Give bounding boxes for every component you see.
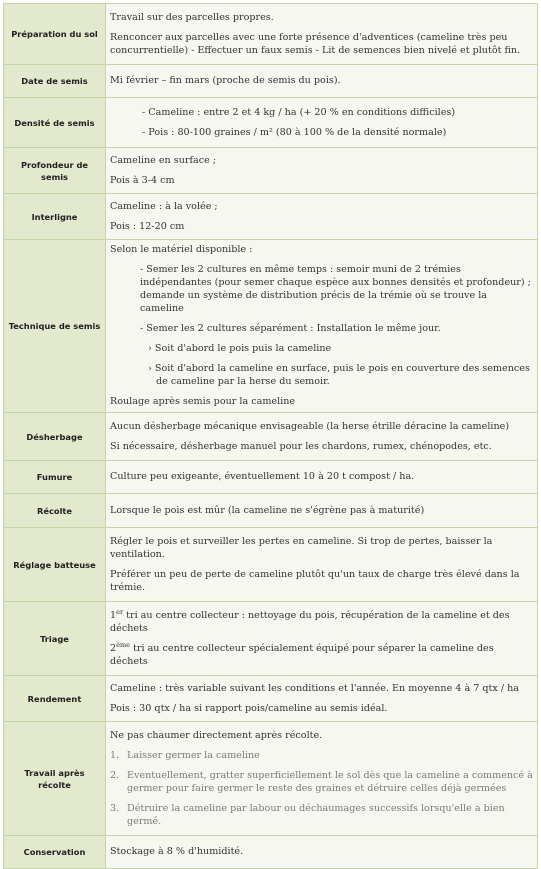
- content-preparation-sol: [106, 4, 538, 65]
- text-line: Roulage après semis pour la cameline: [110, 396, 296, 407]
- row-technique-semis: [4, 240, 538, 413]
- content-desherbage: [106, 413, 538, 461]
- text-line: Renconcer aux parcelles avec une forte présence d'adventices (cameline très peu concurrentielle) - Effectuer un faux semis - Lit de semences bien nivelé et plutôt fin.: [110, 31, 521, 56]
- text-span: tri au centre collecteur : nettoyage du pois, récupération de la cameline et des déchets: [110, 609, 510, 634]
- text-line: Pois : 12-20 cm: [110, 220, 185, 232]
- text-line: Régler le pois et surveiller les pertes en cameline. Si trop de pertes, baisser la ventilation.: [110, 535, 493, 560]
- crop-guide-table: [3, 3, 538, 869]
- text-line: Selon le matériel disponible :: [110, 244, 253, 255]
- list-item: [110, 749, 533, 762]
- label-interligne: Interligne: [4, 194, 106, 240]
- ordinal-number: 1: [110, 609, 117, 621]
- content-interligne: [106, 194, 538, 240]
- label-fumure: Fumure: [4, 461, 106, 494]
- row-preparation-sol: [4, 4, 538, 65]
- row-densite-semis: [4, 98, 538, 148]
- text-line: Si nécessaire, désherbage manuel pour les chardons, rumex, chénopodes, etc.: [110, 440, 492, 452]
- content-rendement: [106, 676, 538, 722]
- row-conservation: [4, 836, 538, 869]
- text-line: - Pois : 80-100 graines / m² (80 à 100 % de la densité normale): [142, 126, 447, 138]
- list-number: 3.: [110, 802, 120, 814]
- content-triage: [106, 602, 538, 676]
- label-preparation-sol: Préparation du sol: [4, 4, 106, 65]
- label-triage: Triage: [4, 602, 106, 676]
- row-profondeur-semis: [4, 148, 538, 194]
- content-technique-semis: [106, 240, 538, 413]
- row-recolte: [4, 494, 538, 528]
- text-line: › Soit d'abord le pois puis la cameline: [148, 343, 332, 354]
- list-number: 2.: [110, 769, 120, 781]
- content-reglage-batteuse: [106, 528, 538, 602]
- ordinal-suffix: er: [116, 607, 124, 616]
- text-line: Lorsque le pois est mûr (la cameline ne s'égrène pas à maturité): [110, 504, 425, 516]
- content-fumure: [106, 461, 538, 494]
- text-line: Cameline : très variable suivant les conditions et l'année. En moyenne 4 à 7 qtx / ha: [110, 682, 520, 694]
- content-recolte: [106, 494, 538, 528]
- content-date-semis: [106, 65, 538, 98]
- content-travail-apres-recolte: [106, 722, 538, 836]
- ordinal-suffix: ème: [116, 640, 130, 649]
- text-line: Aucun désherbage mécanique envisageable (la herse étrille déracine la cameline): [110, 420, 510, 432]
- text-line: Cameline en surface ;: [110, 154, 217, 166]
- label-desherbage: Désherbage: [4, 413, 106, 461]
- list-item: [110, 769, 533, 795]
- text-line: Mi février – fin mars (proche de semis du pois).: [110, 75, 341, 86]
- content-conservation: [106, 836, 538, 869]
- list-text: Eventuellement, gratter superficiellement le sol dès que la cameline a commencé à germer pour faire germer le reste des graines et détruire celles déjà germées: [127, 769, 533, 794]
- label-rendement: Rendement: [4, 676, 106, 722]
- row-desherbage: [4, 413, 538, 461]
- content-profondeur-semis: [106, 148, 538, 194]
- label-recolte: Récolte: [4, 494, 106, 528]
- row-interligne: [4, 194, 538, 240]
- label-date-semis: Date de semis: [4, 65, 106, 98]
- row-travail-apres-recolte: [4, 722, 538, 836]
- label-conservation: Conservation: [4, 836, 106, 869]
- text-line: Travail sur des parcelles propres.: [110, 11, 274, 23]
- text-line: - Semer les 2 cultures en même temps : semoir muni de 2 trémies indépendantes (pour semer chaque espèce aux bonnes densités et profondeur) ; demande un système de distribution précis de la trémie où se trouve la cameline: [140, 264, 531, 314]
- label-technique-semis: Technique de semis: [4, 240, 106, 413]
- row-reglage-batteuse: [4, 528, 538, 602]
- row-rendement: [4, 676, 538, 722]
- text-line: Culture peu exigeante, éventuellement 10 à 20 t compost / ha.: [110, 471, 415, 482]
- label-travail-apres-recolte: Travail après récolte: [4, 722, 106, 836]
- list-text: Laisser germer la cameline: [127, 749, 260, 761]
- text-span: tri au centre collecteur spécialement équipé pour séparer la cameline des déchets: [110, 642, 494, 667]
- label-densite-semis: Densité de semis: [4, 98, 106, 148]
- row-fumure: [4, 461, 538, 494]
- text-line: Préférer un peu de perte de cameline plutôt qu'un taux de charge très élevé dans la trémie.: [110, 568, 520, 593]
- label-profondeur-semis: Profondeur de semis: [4, 148, 106, 194]
- list-item: [110, 802, 533, 828]
- text-line: Cameline : à la volée ;: [110, 200, 218, 212]
- list-number: 1.: [110, 749, 120, 761]
- text-line: Pois à 3-4 cm: [110, 174, 175, 186]
- content-densite-semis: [106, 98, 538, 148]
- text-line: Stockage à 8 % d'humidité.: [110, 846, 244, 857]
- text-line: [110, 609, 533, 635]
- row-date-semis: [4, 65, 538, 98]
- text-line: - Semer les 2 cultures séparément : Installation le même jour.: [140, 323, 441, 334]
- label-reglage-batteuse: Réglage batteuse: [4, 528, 106, 602]
- text-line: [110, 642, 533, 668]
- text-line: - Cameline : entre 2 et 4 kg / ha (+ 20 % en conditions difficiles): [142, 106, 456, 118]
- ordinal-number: 2: [110, 642, 117, 654]
- text-line: Ne pas chaumer directement après récolte.: [110, 729, 323, 741]
- list-text: Détruire la cameline par labour ou déchaumages successifs lorsqu'elle a bien germé.: [127, 802, 505, 827]
- row-triage: [4, 602, 538, 676]
- text-line: Pois : 30 qtx / ha si rapport pois/cameline au semis idéal.: [110, 702, 388, 714]
- text-line: › Soit d'abord la cameline en surface, puis le pois en couverture des semences de cameline par la herse du semoir.: [148, 363, 530, 387]
